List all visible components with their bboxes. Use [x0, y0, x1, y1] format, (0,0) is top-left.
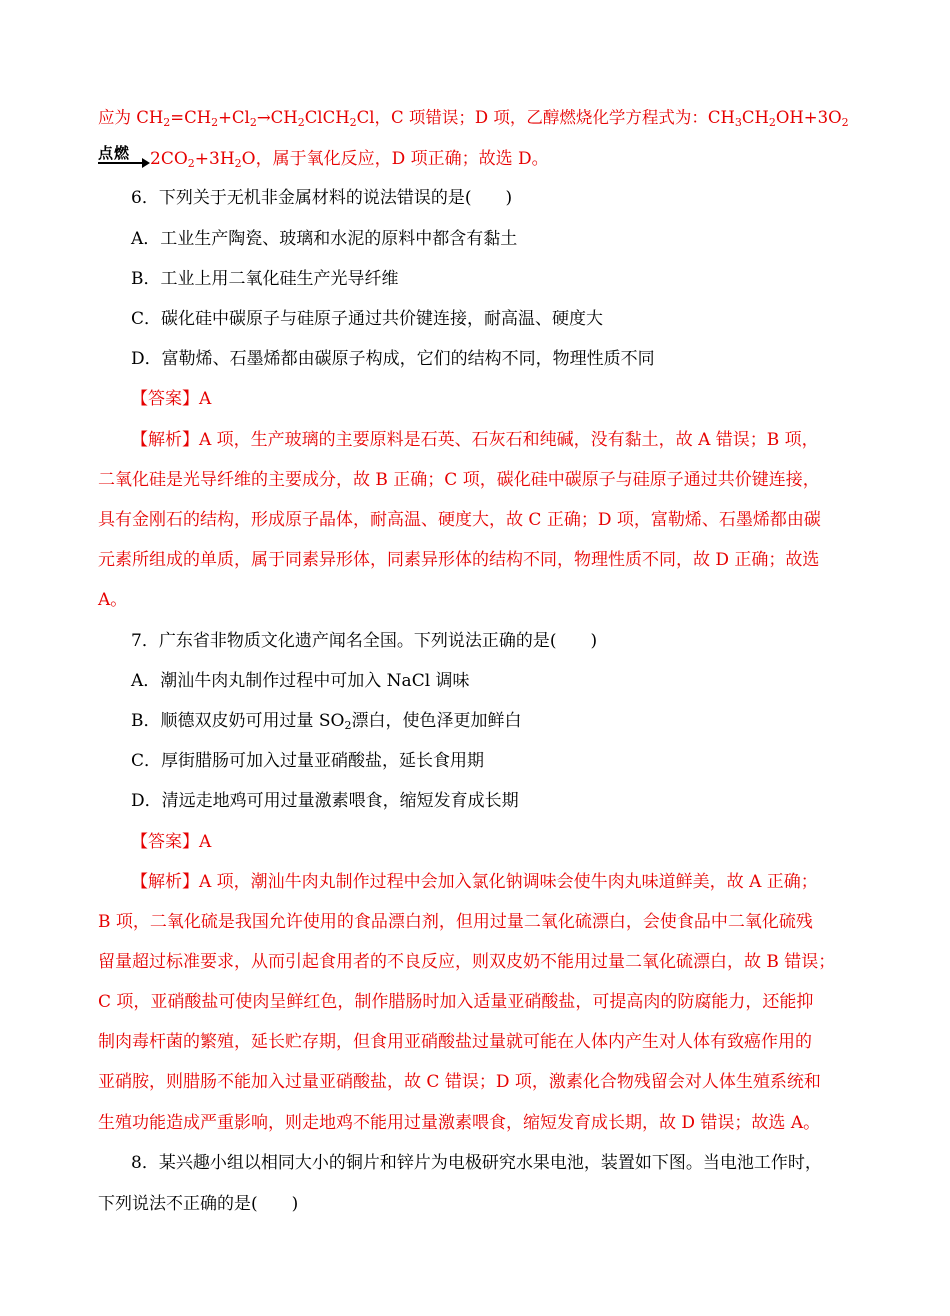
q6-answer: 【答案】A — [131, 389, 212, 409]
q7-explanation-line-5: 制肉毒杆菌的繁殖，延长贮存期，但食用亚硝酸盐过量就可能在人体内产生对人体有致癌作用的 — [98, 1032, 812, 1052]
q6-explanation-line-5: A。 — [98, 590, 128, 610]
q8-stem-line-2: 下列说法不正确的是( ) — [98, 1194, 299, 1214]
reaction-condition-arrow — [98, 144, 148, 170]
q7-answer: 【答案】A — [131, 832, 212, 852]
arrow-head-icon — [142, 158, 150, 168]
q7-option-b: B．顺德双皮奶可用过量 $SO_2$漂白，使色泽更加鲜白 — [131, 711, 522, 732]
q7-explanation-line-4: C 项，亚硝酸盐可使肉呈鲜红色，制作腊肠时加入适量亚硝酸盐，可提高肉的防腐能力，还能抑 — [98, 992, 814, 1012]
q6-stem: 6．下列关于无机非金属材料的说法错误的是( ) — [131, 188, 513, 208]
explanation-continuation-line-1: 应为 $CH_2=CH_2+Cl_2\to CH_2ClCH_2Cl$，C 项错误；D 项，乙醇燃烧化学方程式为：$CH_3CH_2OH+3O_2$ — [98, 108, 849, 129]
q7-explanation-line-3: 留量超过标准要求，从而引起食用者的不良反应，则双皮奶不能用过量二氧化硫漂白，故 B 错误； — [98, 952, 836, 972]
q7-explanation-line-6: 亚硝胺，则腊肠不能加入过量亚硝酸盐，故 C 错误；D 项，激素化合物残留会对人体生殖系统和 — [98, 1072, 821, 1092]
q7-explanation-line-1: 【解析】A 项，潮汕牛肉丸制作过程中会加入氯化钠调味会使牛肉丸味道鲜美，故 A 正确； — [131, 872, 818, 892]
q6-option-a: A．工业生产陶瓷、玻璃和水泥的原料中都含有黏土 — [131, 229, 518, 249]
q7-explanation-line-7: 生殖功能造成严重影响，则走地鸡不能用过量激素喂食，缩短发育成长期，故 D 错误；故选 A。 — [98, 1113, 821, 1133]
q7-option-a: A．潮汕牛肉丸制作过程中可加入 NaCl 调味 — [131, 671, 470, 691]
q7-option-d: D．清远走地鸡可用过量激素喂食，缩短发育成长期 — [131, 791, 519, 811]
q6-option-d: D．富勒烯、石墨烯都由碳原子构成，它们的结构不同，物理性质不同 — [131, 349, 655, 369]
q6-explanation-line-2: 二氧化硅是光导纤维的主要成分，故 B 正确；C 项，碳化硅中碳原子与硅原子通过共价键连接， — [98, 470, 820, 490]
q7-option-c: C．厚街腊肠可加入过量亚硝酸盐，延长食用期 — [131, 751, 485, 771]
q6-explanation-line-4: 元素所组成的单质，属于同素异形体，同素异形体的结构不同，物理性质不同，故 D 正确；故选 — [98, 550, 820, 570]
q6-option-c: C．碳化硅中碳原子与硅原子通过共价键连接，耐高温、硬度大 — [131, 309, 604, 329]
arrow-shaft-icon — [98, 162, 144, 164]
q6-option-b: B．工业上用二氧化硅生产光导纤维 — [131, 269, 399, 289]
q7-explanation-line-2: B 项，二氧化硫是我国允许使用的食品漂白剂，但用过量二氧化硫漂白，会使食品中二氧化硫残 — [98, 912, 813, 932]
q8-stem-line-1: 8．某兴趣小组以相同大小的铜片和锌片为电极研究水果电池，装置如下图。当电池工作时， — [131, 1153, 822, 1173]
q6-explanation-line-3: 具有金刚石的结构，形成原子晶体，耐高温、硬度大，故 C 正确；D 项，富勒烯、石墨烯都由碳 — [98, 510, 821, 530]
q7-stem: 7．广东省非物质文化遗产闻名全国。下列说法正确的是( ) — [131, 631, 598, 651]
explanation-continuation-line-2: 点燃 $2CO_2+3H_2O$，属于氧化反应，D 项正确；故选 D。 — [98, 146, 549, 172]
q6-explanation-line-1: 【解析】A 项，生产玻璃的主要原料是石英、石灰石和纯碱，没有黏土，故 A 错误；B 项， — [131, 430, 819, 450]
condition-label: 点燃 — [98, 144, 131, 162]
